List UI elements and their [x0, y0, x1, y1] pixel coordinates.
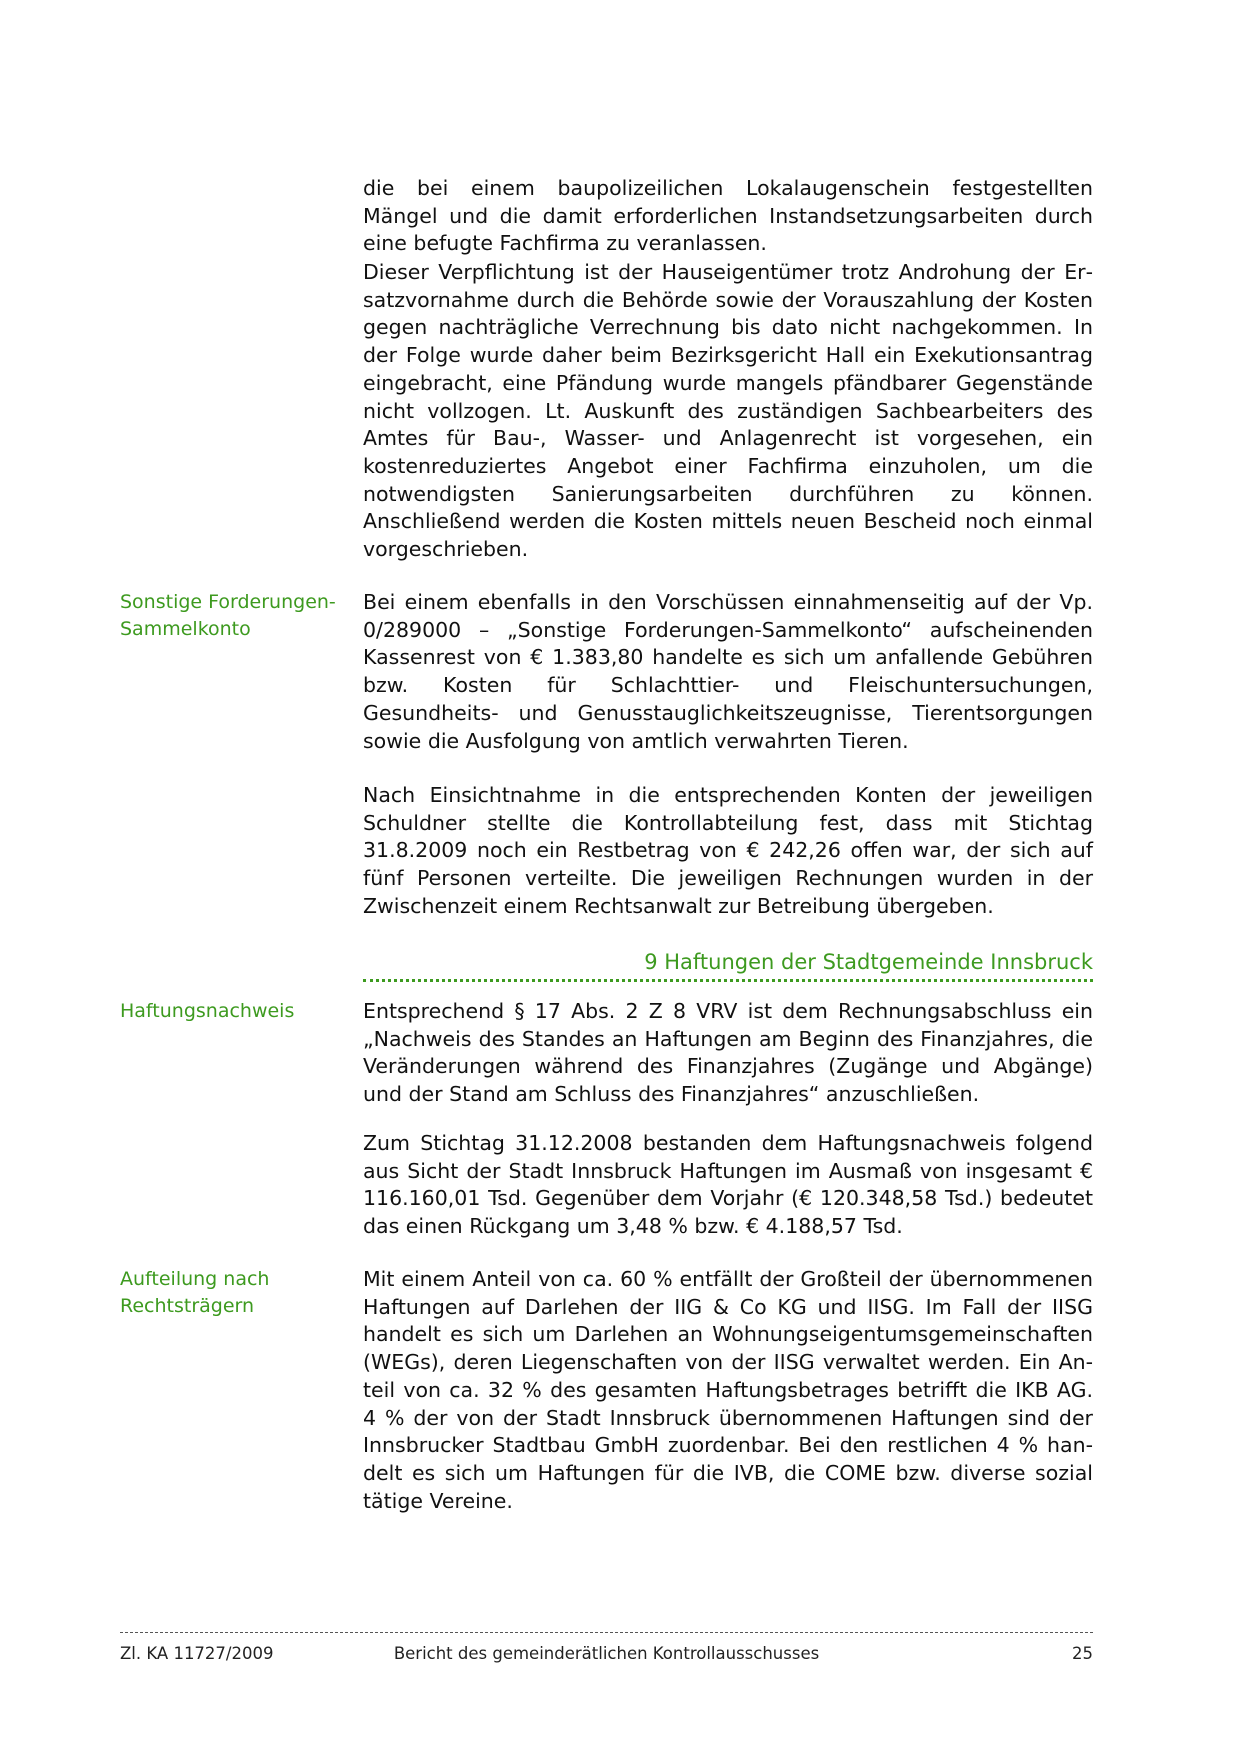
- section-divider: [363, 979, 1093, 982]
- page-number: 25: [1072, 1644, 1093, 1663]
- side-note-aufteilung: [120, 1266, 350, 1320]
- side-note-line: Rechtsträgern: [120, 1295, 255, 1317]
- paragraph-rechnungsabschluss: Entsprechend § 17 Abs. 2 Z 8 VRV ist dem Rechnungsabschluss ein „Nachweis des Standes an Haftungen am Beginn des Finanzjahres, die Veränderungen während des Finanzjahres (Zugänge und Abgänge) und der Stand am Schluss des Finanzjahres“ anzuschließen.: [363, 999, 1093, 1107]
- paragraph-restbetrag: Nach Einsichtnahme in die entsprechenden Konten der jeweiligen Schuldner stellte die Kontrollabteilung fest, dass mit Stichtag 31.8.2009 noch ein Restbetrag von € 242,26 offen war, der sich auf fünf Personen verteilte. Die jeweiligen Rechnungen wurden in der Zwischenzeit einem Rechtsanwalt zur Betreibung übergeben.: [363, 783, 1093, 918]
- side-note-haftungsnachweis: [120, 998, 350, 1025]
- side-note-line: Sonstige Forderungen-: [120, 591, 336, 613]
- side-note-sonstige-forderungen: [120, 589, 350, 643]
- paragraph-aufteilung: Mit einem Anteil von ca. 60 % entfällt der Großteil der übernommenen Haftungen auf Darlehen der IIG & Co KG und IISG. Im Fall der IISG handelt es sich um Darlehen an Wohnungseigentumsgemeinschaften (WEGs), deren Liegenschaften von der IISG verwaltet werden. Ein Anteil von ca. 32 % des gesamten Haftungsbetrages betrifft die IKB AG. 4 % der von der Stadt Innsbruck übernommenen Haftungen sind der Innsbrucker Stadtbau GmbH zuordenbar. Bei den restlichen 4 % handelt es sich um Haftungen für die IVB, die COME bzw. diverse sozial tätige Vereine.: [363, 1267, 1093, 1513]
- footer-reference: Zl. KA 11727/2009: [120, 1644, 274, 1663]
- footer-title: Bericht des gemeinderätlichen Kontrollausschusses: [393, 1644, 820, 1663]
- footer-divider: [120, 1632, 1093, 1633]
- paragraph-baumaengel: die bei einem baupolizeilichen Lokalaugenschein festgestellten Mängel und die damit erforderlichen Instandsetzungsarbeiten durch eine befugte Fachfirma zu veranlassen.: [363, 176, 1093, 256]
- paragraph-ersatzvornahme: Dieser Verpflichtung ist der Hauseigentümer trotz Androhung der Ersatzvornahme durch die Behörde sowie der Vorauszahlung der Kosten gegen nachträgliche Verrechnung bis dato nicht nachgekommen. In der Folge wurde daher beim Bezirksgericht Hall ein Exekutionsantrag eingebracht, eine Pfändung wurde mangels pfändbarer Gegenstände nicht vollzogen. Lt. Auskunft des zuständigen Sachbearbeiters des Amtes für Bau-, Wasser- und Anlagenrecht ist vorgesehen, ein kostenreduziertes Angebot einer Fachfirma einzuholen, um die notwendigsten Sanierungsarbeiten durchführen zu können. Anschließend werden die Kosten mittels neuen Bescheid noch einmal vorgeschrieben.: [363, 260, 1093, 562]
- paragraph-kassenrest: Bei einem ebenfalls in den Vorschüssen einnahmenseitig auf der Vp. 0/289000 – „Sonstige Forderungen-Sammelkonto“ aufscheinenden Kassenrest von € 1.383,80 handelte es sich um anfallende Gebühren bzw. Kosten für Schlachttier- und Fleischuntersuchungen, Gesundheits- und Genusstauglichkeitszeugnisse, Tierentsorgungen sowie die Ausfolgung von amtlich verwahrten Tieren.: [363, 590, 1093, 753]
- side-note-line: Haftungsnachweis: [120, 1000, 295, 1022]
- side-note-line: Aufteilung nach: [120, 1268, 270, 1290]
- section-heading: 9 Haftungen der Stadtgemeinde Innsbruck: [644, 950, 1093, 974]
- paragraph-stichtag: Zum Stichtag 31.12.2008 bestanden dem Haftungsnachweis folgend aus Sicht der Stadt Innsbruck Haftungen im Ausmaß von insgesamt € 116.160,01 Tsd. Gegenüber dem Vorjahr (€ 120.348,58 Tsd.) bedeutet das einen Rückgang um 3,48 % bzw. € 4.188,57 Tsd.: [363, 1131, 1093, 1239]
- side-note-line: Sammelkonto: [120, 618, 251, 640]
